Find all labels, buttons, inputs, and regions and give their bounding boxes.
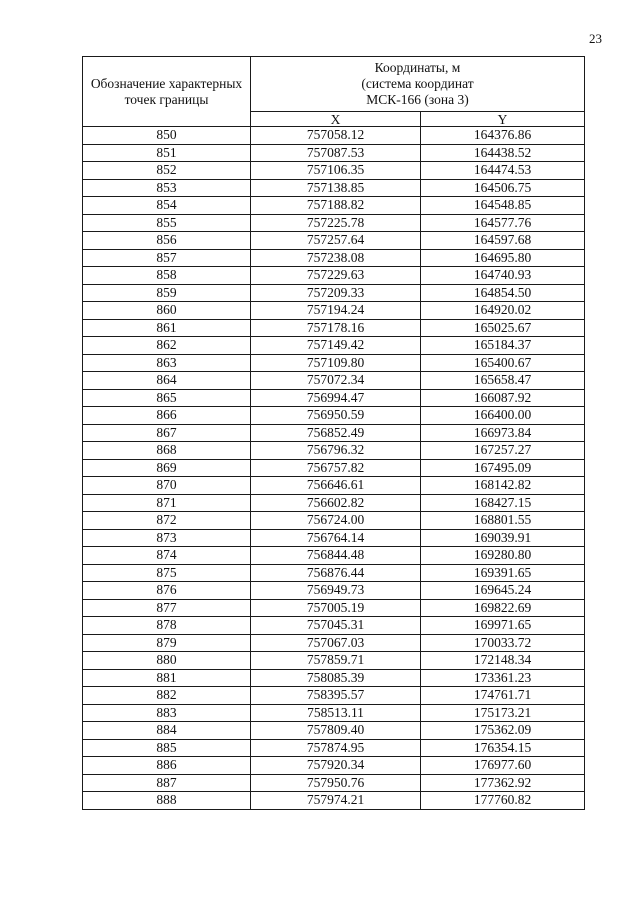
coord-y-cell: 169280.80 [421,547,585,565]
table-row [83,354,585,372]
point-number-cell: 872 [83,512,251,530]
coord-x-cell: 757950.76 [251,774,421,792]
coord-x-cell: 756994.47 [251,389,421,407]
coord-x-cell: 757106.35 [251,162,421,180]
coord-y-cell: 177362.92 [421,774,585,792]
point-number-cell: 876 [83,582,251,600]
coord-y-cell: 169039.91 [421,529,585,547]
coord-y-cell: 176977.60 [421,757,585,775]
point-number-cell: 868 [83,442,251,460]
coord-x-cell: 758085.39 [251,669,421,687]
table-row [83,179,585,197]
coord-x-cell: 757188.82 [251,197,421,215]
point-number-cell: 850 [83,127,251,145]
point-number-cell: 855 [83,214,251,232]
coord-x-cell: 757238.08 [251,249,421,267]
page-number: 23 [589,31,602,46]
table-row [83,319,585,337]
table-row [83,424,585,442]
point-number-cell: 856 [83,232,251,250]
table-row [83,617,585,635]
table-row [83,739,585,757]
table-row [83,669,585,687]
coord-x-cell: 758513.11 [251,704,421,722]
coordinates-table [82,56,585,810]
table-row [83,127,585,145]
table-row [83,337,585,355]
point-number-cell: 867 [83,424,251,442]
point-number-cell: 860 [83,302,251,320]
point-number-cell: 887 [83,774,251,792]
coord-x-cell: 757859.71 [251,652,421,670]
coord-x-cell: 757225.78 [251,214,421,232]
coord-y-cell: 167495.09 [421,459,585,477]
point-number-cell: 852 [83,162,251,180]
point-number-cell: 882 [83,687,251,705]
coord-x-cell: 757138.85 [251,179,421,197]
table-row [83,634,585,652]
point-number-cell: 865 [83,389,251,407]
coord-y-cell: 164854.50 [421,284,585,302]
table-row [83,494,585,512]
point-number-cell: 864 [83,372,251,390]
table-row [83,477,585,495]
coord-y-cell: 165658.47 [421,372,585,390]
coord-x-cell: 756852.49 [251,424,421,442]
coord-x-cell: 757087.53 [251,144,421,162]
coord-x-cell: 757149.42 [251,337,421,355]
point-number-cell: 854 [83,197,251,215]
point-number-cell: 874 [83,547,251,565]
coord-x-cell: 757257.64 [251,232,421,250]
table-row [83,599,585,617]
point-number-cell: 885 [83,739,251,757]
coord-y-cell: 169391.65 [421,564,585,582]
coord-x-cell: 756876.44 [251,564,421,582]
table-row [83,459,585,477]
table-row [83,547,585,565]
coord-y-cell: 164474.53 [421,162,585,180]
table-row [83,529,585,547]
coord-x-cell: 756602.82 [251,494,421,512]
point-number-cell: 870 [83,477,251,495]
point-number-cell: 875 [83,564,251,582]
point-number-cell: 859 [83,284,251,302]
table-row [83,722,585,740]
coord-x-cell: 756844.48 [251,547,421,565]
coord-x-cell: 757229.63 [251,267,421,285]
table-row [83,232,585,250]
coord-y-cell: 170033.72 [421,634,585,652]
point-number-cell: 877 [83,599,251,617]
table-row [83,302,585,320]
point-number-cell: 884 [83,722,251,740]
point-number-cell: 861 [83,319,251,337]
coord-y-cell: 165184.37 [421,337,585,355]
point-number-cell: 853 [83,179,251,197]
coord-x-cell: 757974.21 [251,792,421,810]
table-row [83,267,585,285]
header-coordinates [251,57,585,112]
coord-y-cell: 164577.76 [421,214,585,232]
coord-y-cell: 173361.23 [421,669,585,687]
coord-y-cell: 168142.82 [421,477,585,495]
point-number-cell: 858 [83,267,251,285]
table-row [83,704,585,722]
coord-x-cell: 757209.33 [251,284,421,302]
table-row [83,442,585,460]
point-number-cell: 862 [83,337,251,355]
coord-y-cell: 174761.71 [421,687,585,705]
point-number-cell: 881 [83,669,251,687]
point-number-cell: 873 [83,529,251,547]
point-number-cell: 886 [83,757,251,775]
table-row [83,757,585,775]
coord-y-cell: 169971.65 [421,617,585,635]
coord-y-cell: 164376.86 [421,127,585,145]
coord-y-cell: 164506.75 [421,179,585,197]
table-row [83,197,585,215]
coord-x-cell: 756646.61 [251,477,421,495]
coord-y-cell: 176354.15 [421,739,585,757]
table-body [83,127,585,810]
coord-x-cell: 757920.34 [251,757,421,775]
table-row [83,687,585,705]
coord-y-cell: 175173.21 [421,704,585,722]
coord-x-cell: 757067.03 [251,634,421,652]
coord-x-cell: 757178.16 [251,319,421,337]
coord-y-cell: 166087.92 [421,389,585,407]
coord-y-cell: 165400.67 [421,354,585,372]
point-number-cell: 888 [83,792,251,810]
coord-y-cell: 169645.24 [421,582,585,600]
point-number-cell: 880 [83,652,251,670]
coord-x-cell: 757109.80 [251,354,421,372]
table-header [83,57,585,127]
table-row [83,792,585,810]
table-row [83,249,585,267]
table-row [83,582,585,600]
table-row [83,652,585,670]
header-coordinates-line2: (система координат [361,76,474,91]
coord-x-cell: 756724.00 [251,512,421,530]
header-coordinates-line3: МСК-166 (зона 3) [366,92,469,107]
point-number-cell: 866 [83,407,251,425]
coord-y-cell: 172148.34 [421,652,585,670]
coord-y-cell: 167257.27 [421,442,585,460]
point-number-cell: 857 [83,249,251,267]
coord-x-cell: 757058.12 [251,127,421,145]
coord-x-cell: 756764.14 [251,529,421,547]
point-number-cell: 878 [83,617,251,635]
coord-y-cell: 164695.80 [421,249,585,267]
coord-y-cell: 164740.93 [421,267,585,285]
coord-x-cell: 758395.57 [251,687,421,705]
table-row [83,512,585,530]
point-number-cell: 871 [83,494,251,512]
coord-x-cell: 757045.31 [251,617,421,635]
coord-y-cell: 177760.82 [421,792,585,810]
coord-y-cell: 165025.67 [421,319,585,337]
coord-y-cell: 168427.15 [421,494,585,512]
coord-x-cell: 757194.24 [251,302,421,320]
coord-x-cell: 757005.19 [251,599,421,617]
coord-y-cell: 169822.69 [421,599,585,617]
header-axis-x: X [251,112,421,127]
coord-x-cell: 756757.82 [251,459,421,477]
coord-y-cell: 166400.00 [421,407,585,425]
point-number-cell: 863 [83,354,251,372]
table-row [83,389,585,407]
coord-x-cell: 757809.40 [251,722,421,740]
table-row [83,407,585,425]
point-number-cell: 883 [83,704,251,722]
table-row [83,284,585,302]
coord-y-cell: 164438.52 [421,144,585,162]
point-number-cell: 869 [83,459,251,477]
table-row [83,162,585,180]
coord-y-cell: 164597.68 [421,232,585,250]
table-row [83,372,585,390]
coord-y-cell: 166973.84 [421,424,585,442]
table-row [83,144,585,162]
header-axis-y: Y [421,112,585,127]
table-row [83,214,585,232]
coord-y-cell: 175362.09 [421,722,585,740]
point-number-cell: 879 [83,634,251,652]
table-row [83,774,585,792]
header-coordinates-line1: Координаты, м [374,60,461,75]
coord-y-cell: 164548.85 [421,197,585,215]
coord-x-cell: 757874.95 [251,739,421,757]
coord-x-cell: 756796.32 [251,442,421,460]
point-number-cell: 851 [83,144,251,162]
table-row [83,564,585,582]
coord-y-cell: 168801.55 [421,512,585,530]
coord-x-cell: 756949.73 [251,582,421,600]
coord-y-cell: 164920.02 [421,302,585,320]
coord-x-cell: 756950.59 [251,407,421,425]
header-designation: Обозначение характерных точек границы [83,57,251,127]
coord-x-cell: 757072.34 [251,372,421,390]
